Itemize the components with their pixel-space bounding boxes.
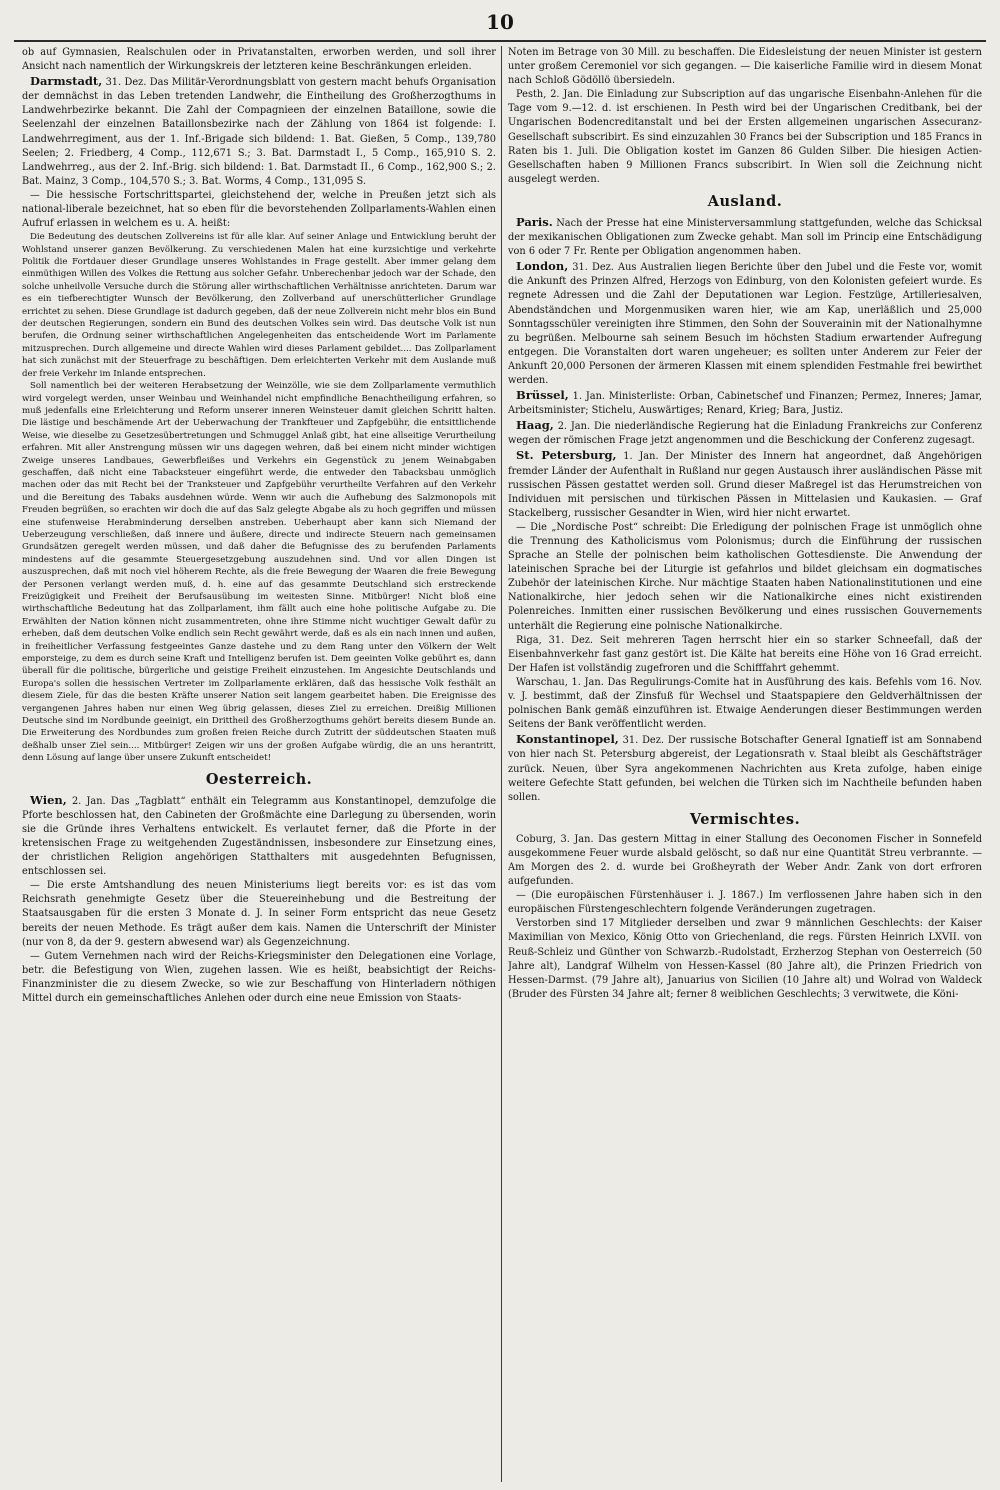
date-haag: 2. Jan.: [557, 421, 591, 433]
article-darmstadt: [22, 74, 496, 189]
dateline-petersburg: St. Petersburg,: [516, 448, 617, 463]
article-london: [508, 259, 982, 388]
column-divider: [501, 46, 502, 1482]
article-wien: [22, 793, 496, 880]
header-rule: [14, 40, 986, 42]
body-wien: Das „Tagblatt“ enthält ein Telegramm aus Konstantinopel, demzufolge die Pforte beschlossen hat, den Cabineten der Großmächte eine Darlegung zu übersenden, worin sie die Gründe ihres Verhaltens entwickelt. Es verlautet ferner, daß die Pforte in der kretensischen Frage zu weitgehenden Zugeständnissen, insbesondere zur Einsetzung eines, der christlichen Religion angehörigen Statthalters mit ausgedehnten Befugnissen, entschlossen sei.: [22, 795, 496, 878]
paragraph-fuerstenhaeuser: — (Die europäischen Fürstenhäuser i. J. 1867.) Im verflossenen Jahre haben sich in den europäischen Fürstengeschlechtern folgende Veränderungen zugetragen.: [508, 890, 982, 916]
intro-paragraph: ob auf Gymnasien, Realschulen oder in Privatanstalten, erworben werden, und soll ihrer Ansicht nach namentlich der Wirkungskreis der letzteren keine Beschränkungen erleiden.: [22, 47, 496, 73]
article-petersburg: [508, 448, 982, 520]
quote-weinzoelle: Soll namentlich bei der weiteren Herabsetzung der Weinzölle, wie sie dem Zollparlamente vermuthlich wird vorgelegt werden, unser Weinbau und Weinhandel nicht empfindliche Benachtheiligung erfahren, so muß jedenfalls eine Erleichterung und Reform unserer inneren Weinsteuer damit gleichen Schritt halten. Die lästige und beschämende Art der Ueberwachung der Trankfteuer und Zapfgebühr, die entsittlichende Weise, wie dieselbe zu Gesetzesübertretungen und Schmuggel Anlaß gibt, hat eine allseitige Verurtheilung erfahren. Mit aller Anstrengung müssen wir uns dagegen wehren, daß bei einem nicht minder wichtigen Zweige unseres Landbaues, Gewerbfleißes und Verkehrs ein Gegenstück zu jenem Weinabgaben geschaffen, daß nicht eine Tabacksteuer eingeführt werde, die entweder den Tabacksbau unmöglich machen oder das mit Recht bei der Tranksteuer und Zapfgebühr verurtheilte Verfahren auf den Verkehr und die Bereitung des Tabaks ausdehnen würde. Wenn wir auch die Aufhebung des Salzmonopols mit Freuden begrüßen, so erachten wir doch die auf das Salz gelegte Abgabe als zu hoch gegriffen und müssen eine stufenweise Herabminderung derselben anstreben. Ueberhaupt aber kann sich Niemand der Ueberzeugung verschließen, daß innere und äußere, directe und indirecte Steuern nach gemeinsamen Grundsätzen geregelt werden müssen, und daß daher die Befugnisse des zu berufenden Parlaments mindestens auf die gesammte Steuergesetzgebung auszudehnen sind. Und vor allen Dingen ist auszusprechen, daß mit noch viel höherem Rechte, als die freie Bewegung der Waaren die freie Bewegung der Personen verlangt werden muß, d. h. eine auf das gesammte Deutschland sich erstreckende Freizügigkeit und Freiheit der Berufsausübung im weitesten Sinne. Mitbürger! Nicht bloß eine wirthschaftliche Bedeutung hat das Zollparlament, ihm fällt auch eine hohe politische Aufgabe zu. Die Erwählten der Nation können nicht zusammentreten, ohne ihre Stimme nicht wuchtiger Gewalt dafür zu erheben, daß dem deutschen Volke endlich sein Recht gewährt werde, daß es als ein nach innen und außen, in freiheitlicher Verfassung festgeeintes Ganze dastehe und zu dem Rang unter den Völkern der Welt emporsteige, zu dem es durch seine Kraft und Intelligenz berufen ist. Dem geeinten Volke gebührt es, dann überall für die politische, bürgerliche und geistige Freiheit einzustehen. Im Angesichte Deutschlands und Europa's sollen die hessischen Vertreter im Zollparlamente erklären, daß das hessische Volk festhält an diesem Ziele, für das die besten Kräfte unserer Nation seit langem gearbeitet haben. Die Ereignisse des vergangenen Jahres haben nur einen Weg übrig gelassen, dieses Ziel zu erreichen. Dreißig Millionen Deutsche sind im Nordbunde geeinigt, ein Drittheil des Großherzogthums gehört bereits diesem Bunde an. Die Erweiterung des Nordbundes zum großen freien Reiche durch Zutritt der süddeutschen Staaten muß deßhalb unser Ziel sein.... Mitbürger! Zeigen wir uns der großen Aufgabe würdig, die an uns herantritt, denn Lösung auf lange über unsere Zukunft entscheidet!: [22, 381, 496, 764]
body-petersburg: Der Minister des Innern hat angeordnet, daß Angehörigen fremder Länder der Aufenthalt in Rußland nur gegen Austausch ihrer ausländischen Pässe mit russischen Pässen gestattet werden soll. Grund dieser Maßregel ist das Herumstreichen von Individuen mit persischen und türkischen Pässen in Mittelasien und Kaukasien. — Graf Stackelberg, russischer Gesandter in Wien, wird hier nicht erwartet.: [508, 451, 982, 519]
body-haag: Die niederländische Regierung hat die Einladung Frankreichs zur Conferenz wegen der römischen Frage jetzt angenommen und die Beschickung der Conferenz zugesagt.: [508, 421, 982, 447]
article-konstantinopel: [508, 732, 982, 804]
body-london: Aus Australien liegen Berichte über den Jubel und die Feste vor, womit die Ankunft des Prinzen Alfred, Herzogs von Edinburg, von den Kolonisten gefeiert wurde. Es regnete Adressen und die Zahl der Deputationen war Legion. Festzüge, Artilleriesalven, Abendständchen und Morgenmusiken waren hier, wie am Kap, unerläßlich und 25,000 Sonntagsschüler vereinigten ihre Stimmen, den Sohn der Souverainin mit der Nationalhymne zu begrüßen. Melbourne sah seinem Besuch im höchsten Stadium erwartender Aufregung entgegen. Die Voranstalten dort waren ungeheuer; es sollten unter Anderem zur Feier der Ankunft 20,000 Personen der ärmeren Klassen mit einem splendiden Festmahle frei bewirthet werden.: [508, 262, 982, 386]
paragraph-verstorben: Verstorben sind 17 Mitglieder derselben und zwar 9 männlichen Geschlechts: der Kaiser Maximilian von Mexico, König Otto von Griechenland, die regs. Fürsten Heinrich LXVII. von Reuß-Schleiz und Günther von Schwarzb.-Rudolstadt, Erzherzog Stephan von Oesterreich (50 Jahre alt), Landgraf Wilhelm von Hessen-Kassel (80 Jahre alt), die Prinzen Friedrich von Hessen-Darmst. (79 Jahre alt), Januarius von Sicilien (10 Jahre alt) und Wolrad von Waldeck (Bruder des Fürsten 34 Jahre alt; ferner 8 weiblichen Geschlechts; 3 verwitwete, die Köni-: [508, 918, 982, 1000]
article-pesth: [508, 88, 982, 187]
section-heading-ausland: Ausland.: [707, 192, 783, 210]
date-london: 31. Dez.: [572, 262, 614, 274]
right-column: [508, 46, 982, 1484]
date-konstantinopel: 31. Dez.: [622, 735, 665, 747]
date-bruessel: 1. Jan.: [572, 391, 606, 403]
article-haag: [508, 418, 982, 448]
dateline-pesth: Pesth,: [516, 89, 547, 101]
paragraph-amtshandlung: — Die erste Amtshandlung des neuen Ministeriums liegt bereits vor: es ist das vom Reichsrath genehmigte Gesetz über die Steuereinhebung und die Bestreitung der Staatsausgaben für die ersten 3 Monate d. J. In seiner Form entspricht das neue Gesetz bereits der neuen Methode. Es trägt außer dem kais. Namen die Unterschrift der Minister (nur von 8, da der 9. gestern abwesend war) als Gegenzeichnung.: [22, 880, 496, 948]
paragraph-fortschrittspartei: — Die hessische Fortschrittspartei, gleichstehend der, welche in Preußen jetzt sich als national-liberale bezeichnet, hat so eben für die bevorstehenden Zollparlaments-Wahlen einen Aufruf erlassen in welchem es u. A. heißt:: [22, 189, 496, 230]
paragraph-kriegsminister: — Gutem Vernehmen nach wird der Reichs-Kriegsminister den Delegationen eine Vorlage, betr. die Befestigung von Wien, zugehen lassen. Wie es heißt, beabsichtigt der Reichs-Finanzminister die zu diesem Zwecke, so wie zur Beschaffung von Hinterladern nöthigen Mittel durch ein gemeinschaftliches Anlehen oder durch eine neue Emission von Staats-: [22, 950, 496, 1004]
paragraph-nordische-post: — Die „Nordische Post“ schreibt: Die Erledigung der polnischen Frage ist unmöglich ohne die Trennung des Katholicismus vom Polonismus; durch die Einführung der russischen Sprache an Stelle der polnischen beim katholischen Gottesdienste. Die Anwendung der lateinischen Sprache bei der Liturgie ist gefahrlos und bildet gleichsam ein dogmatisches Zubehör der lateinischen Kirche. Nur mächtige Staaten haben Nationalinstitutionen und eine Nationalkirche, hier jedoch sehen wir die Nationalkirche eines nicht existirenden Polenreiches. Inmitten einer russischen Bevölkerung und eines russischen Gouvernements unterhält die Regierung eine polnische Nationalkirche.: [508, 521, 982, 632]
dateline-paris: Paris.: [516, 214, 553, 229]
paragraph-warschau: Warschau, 1. Jan. Das Regulirungs-Comite hat in Ausführung des kais. Befehls vom 16. Nov. v. J. bestimmt, daß der Zinsfuß für Wechsel und Staatspapiere den Geldverhältnissen der polnischen Bank gemäß einzuführen ist. Etwaige Aenderungen dieser Bestimmungen werden Seitens der Bank veröffentlicht werden.: [508, 676, 982, 731]
article-paris: [508, 215, 982, 259]
quote-zollverein: Die Bedeutung des deutschen Zollvereins ist für alle klar. Auf seiner Anlage und Entwicklung beruht der Wohlstand unserer ganzen Bevölkerung. Zu verschiedenen Malen hat eine kurzsichtige und verkehrte Politik die Fortdauer dieser Grundlage unseres Wohlstandes in Frage gestellt. Aber immer gelang dem einmüthigen Willen des Volkes die Rettung aus solcher Gefahr. Unberechenbar jedoch war der Schade, den solche unheilvolle Versuche durch die Störung aller wirthschaftlichen Verhältnisse anrichteten. Darum war es ein tiefberechtigter Wunsch der Bevölkerung, den Zollverband auf unerschütterlicher Grundlage errichtet zu sehen. Diese Grundlage ist dadurch gegeben, daß der neue Zollverein nicht mehr blos ein Bund der deutschen Regierungen, sondern ein Bund des deutschen Volkes sein wird. Das deutsche Volk ist nun berufen, die Ordnung seiner wirthschaftlichen Angelegenheiten das entscheidende Wort im Parlamente mitzusprechen. Durch allgemeine und directe Wahlen wird dieses Parlament gebildet.... Das Zollparlament hat sich zunächst mit der Steuerfrage zu beschäftigen. Dem erleichterten Verkehr mit dem Auslande muß der freie Verkehr im Inlande entsprechen.: [22, 232, 496, 379]
date-petersburg: 1. Jan.: [623, 451, 659, 463]
paragraph-noten: Noten im Betrage von 30 Mill. zu beschaffen. Die Eidesleistung der neuen Minister ist gestern unter großem Ceremoniel vor sich gegangen. — Die kaiserliche Familie wird in diesem Monat nach Schloß Gödöllö übersiedeln.: [508, 47, 982, 87]
section-heading-vermischtes: Vermischtes.: [689, 810, 801, 828]
body-bruessel: Ministerliste: Orban, Cabinetschef und Finanzen; Permez, Inneres; Jamar, Arbeitsminister; Stichelu, Auswärtiges; Renard, Krieg; Bara, Justiz.: [508, 391, 982, 417]
dateline-darmstadt: Darmstadt,: [30, 74, 103, 89]
body-darmstadt: Das Militär-Verordnungsblatt von gestern macht behufs Organisation der demnächst in das Leben tretenden Landwehr, die Eintheilung des Großherzogthums in Landwehrbezirke bekannt. Die Zahl der Compagnieen der einzelnen Bataillone, sowie die Seelenzahl der einzelnen Bataillonsbezirke nach der Zählung von 1864 ist folgende: I. Landwehrregiment, aus der 1. Inf.-Brigade sich bildend: 1. Bat. Gießen, 5 Comp., 139,780 Seelen; 2. Friedberg, 4 Comp., 112,671 S.; 3. Bat. Darmstadt I., 5 Comp., 165,910 S. 2. Landwehrreg., aus der 2. Inf.-Brig. sich bildend: 1. Bat. Darmstadt II., 6 Comp., 162,900 S.; 2. Bat. Mainz, 3 Comp., 104,570 S.; 3. Bat. Worms, 4 Comp., 131,095 S.: [22, 77, 496, 187]
section-heading-oesterreich: Oesterreich.: [205, 770, 313, 788]
paragraph-riga: Riga, 31. Dez. Seit mehreren Tagen herrscht hier ein so starker Schneefall, daß der Eisenbahnverkehr fast ganz gestört ist. Die Kälte hat bereits eine Höhe von 16 Grad erreicht. Der Hafen ist vollständig zugefroren und die Schifffahrt gehemmt.: [508, 634, 982, 674]
page-number: 10: [486, 10, 514, 34]
dateline-konstantinopel: Konstantinopel,: [516, 732, 619, 747]
body-paris: Nach der Presse hat eine Ministerversammlung stattgefunden, welche das Schicksal der mexikanischen Obligationen zum Zwecke gehabt. Man soll im Princip eine Entschädigung von 6 oder 7 Fr. Rente per Obligation angenommen haben.: [508, 217, 982, 258]
dateline-haag: Haag,: [516, 418, 554, 433]
dateline-wien: Wien,: [30, 792, 67, 807]
date-wien: 2. Jan.: [71, 795, 106, 807]
dateline-bruessel: Brüssel,: [516, 388, 569, 403]
dateline-london: London,: [516, 259, 569, 274]
date-pesth: 2. Jan.: [550, 89, 583, 101]
body-pesth: Die Einladung zur Subscription auf das ungarische Eisenbahn-Anlehen für die Tage vom 9.—12. d. ist erschienen. In Pesth wird bei der Ungarischen Creditbank, bei der Ungarischen Bodencreditanstalt und bei der Ersten allgemeinen ungarischen Assecuranz-Gesellschaft subscribirt. Es sind einzuzahlen 30 Francs bei der Subscription und 185 Francs in Raten bis 1. Juli. Die Obligation kostet im Ganzen 86 Gulden Silber. Die hiesigen Actien-Gesellschaften haben 9 Millionen Francs subscribirt. In Wien soll die Zeichnung nicht ausgelegt werden.: [508, 89, 982, 185]
paragraph-coburg: Coburg, 3. Jan. Das gestern Mittag in einer Stallung des Oeconomen Fischer in Sonnefeld ausgekommene Feuer wurde alsbald gelöscht, so daß nur eine Quantität Streu verbrannte. — Am Morgen des 2. d. wurde bei Großheyrath der Weber Andr. Zank von dort erfroren aufgefunden.: [508, 833, 982, 888]
body-konstantinopel: Der russische Botschafter General Ignatieff ist am Sonnabend von hier nach St. Petersburg abgereist, der Legationsrath v. Staal bleibt als Geschäftsträger zurück. Neuen, über Syra angekommenen Nachrichten aus Kreta zufolge, haben einige weitere Gefechte Statt gefunden, bei welchen die Türken sich im Nachtheile befunden haben sollen.: [508, 735, 982, 803]
left-column: [22, 46, 496, 1484]
article-bruessel: [508, 388, 982, 418]
date-darmstadt: 31. Dez.: [105, 77, 147, 89]
